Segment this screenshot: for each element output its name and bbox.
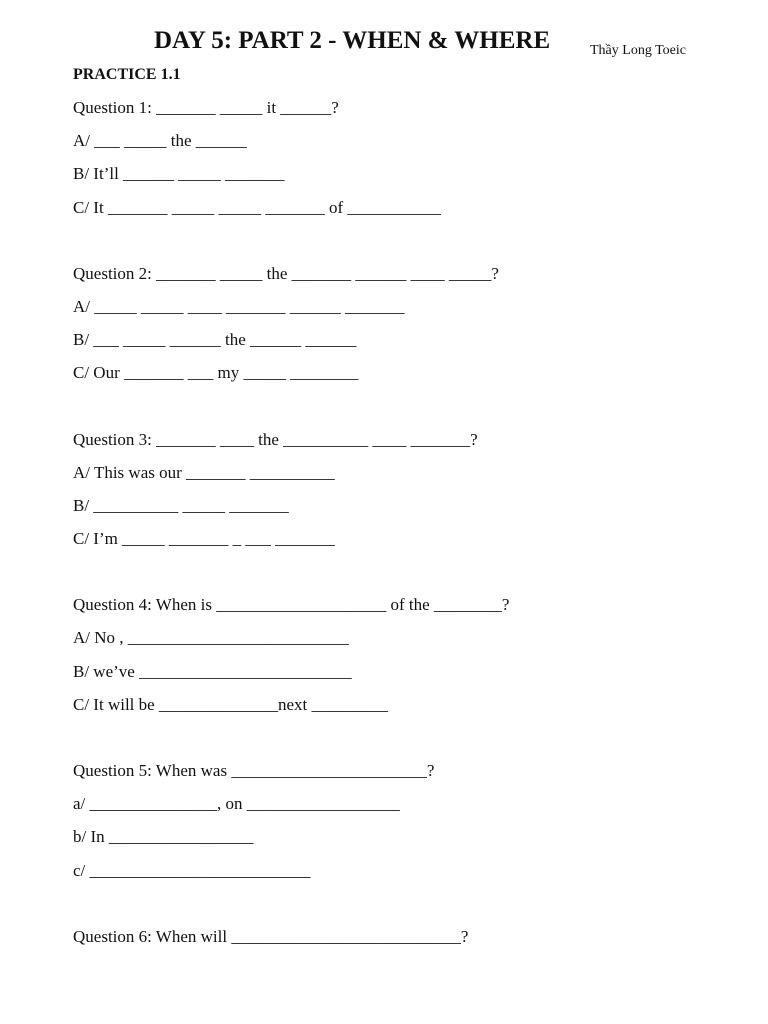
answer-option: C/ It will be ______________next _________ — [73, 694, 388, 714]
answer-option: c/ __________________________ — [73, 860, 311, 880]
answer-option: a/ _______________, on __________________ — [73, 794, 400, 814]
question-prompt: Question 5: When was _______________________? — [73, 761, 435, 780]
question-prompt: Question 4: When is ____________________ of the ________? — [73, 595, 510, 615]
question-prompt: Question 3: _______ ____ the __________ ____ _______? — [73, 429, 478, 449]
question-6 — [73, 920, 753, 953]
answer-option: A/ This was our _______ __________ — [73, 462, 335, 482]
question-3 — [73, 423, 753, 556]
answer-option: C/ I’m _____ _______ _ ___ _______ — [73, 529, 335, 549]
question-prompt: Question 2: _______ _____ the _______ ______ ____ _____? — [73, 263, 499, 283]
answer-option: A/ No , __________________________ — [73, 628, 349, 648]
answer-option: C/ It _______ _____ _____ _______ of ___________ — [73, 197, 441, 217]
answer-option: b/ In _________________ — [73, 827, 254, 847]
page-title: DAY 5: PART 2 - WHEN & WHERE — [154, 27, 551, 54]
answer-option: B/ ___ _____ ______ the ______ ______ — [73, 330, 357, 350]
answer-option: A/ _____ _____ ____ _______ ______ _______ — [73, 296, 405, 316]
answer-option: B/ __________ _____ _______ — [73, 495, 289, 515]
author-name: Thầy Long Toeic — [590, 43, 686, 58]
answer-option: A/ ___ _____ the ______ — [73, 131, 247, 151]
answer-option: B/ we’ve _________________________ — [73, 661, 352, 681]
question-prompt: Question 1: _______ _____ it ______? — [73, 98, 339, 117]
section-title: PRACTICE 1.1 — [73, 66, 181, 83]
answer-option: B/ It’ll ______ _____ _______ — [73, 164, 285, 184]
question-5 — [73, 754, 753, 887]
question-prompt: Question 6: When will ___________________________? — [73, 926, 469, 946]
question-4 — [73, 588, 753, 721]
question-1 — [73, 91, 753, 224]
answer-option: C/ Our _______ ___ my _____ ________ — [73, 363, 359, 383]
question-2 — [73, 257, 753, 390]
questions-list — [73, 91, 753, 953]
